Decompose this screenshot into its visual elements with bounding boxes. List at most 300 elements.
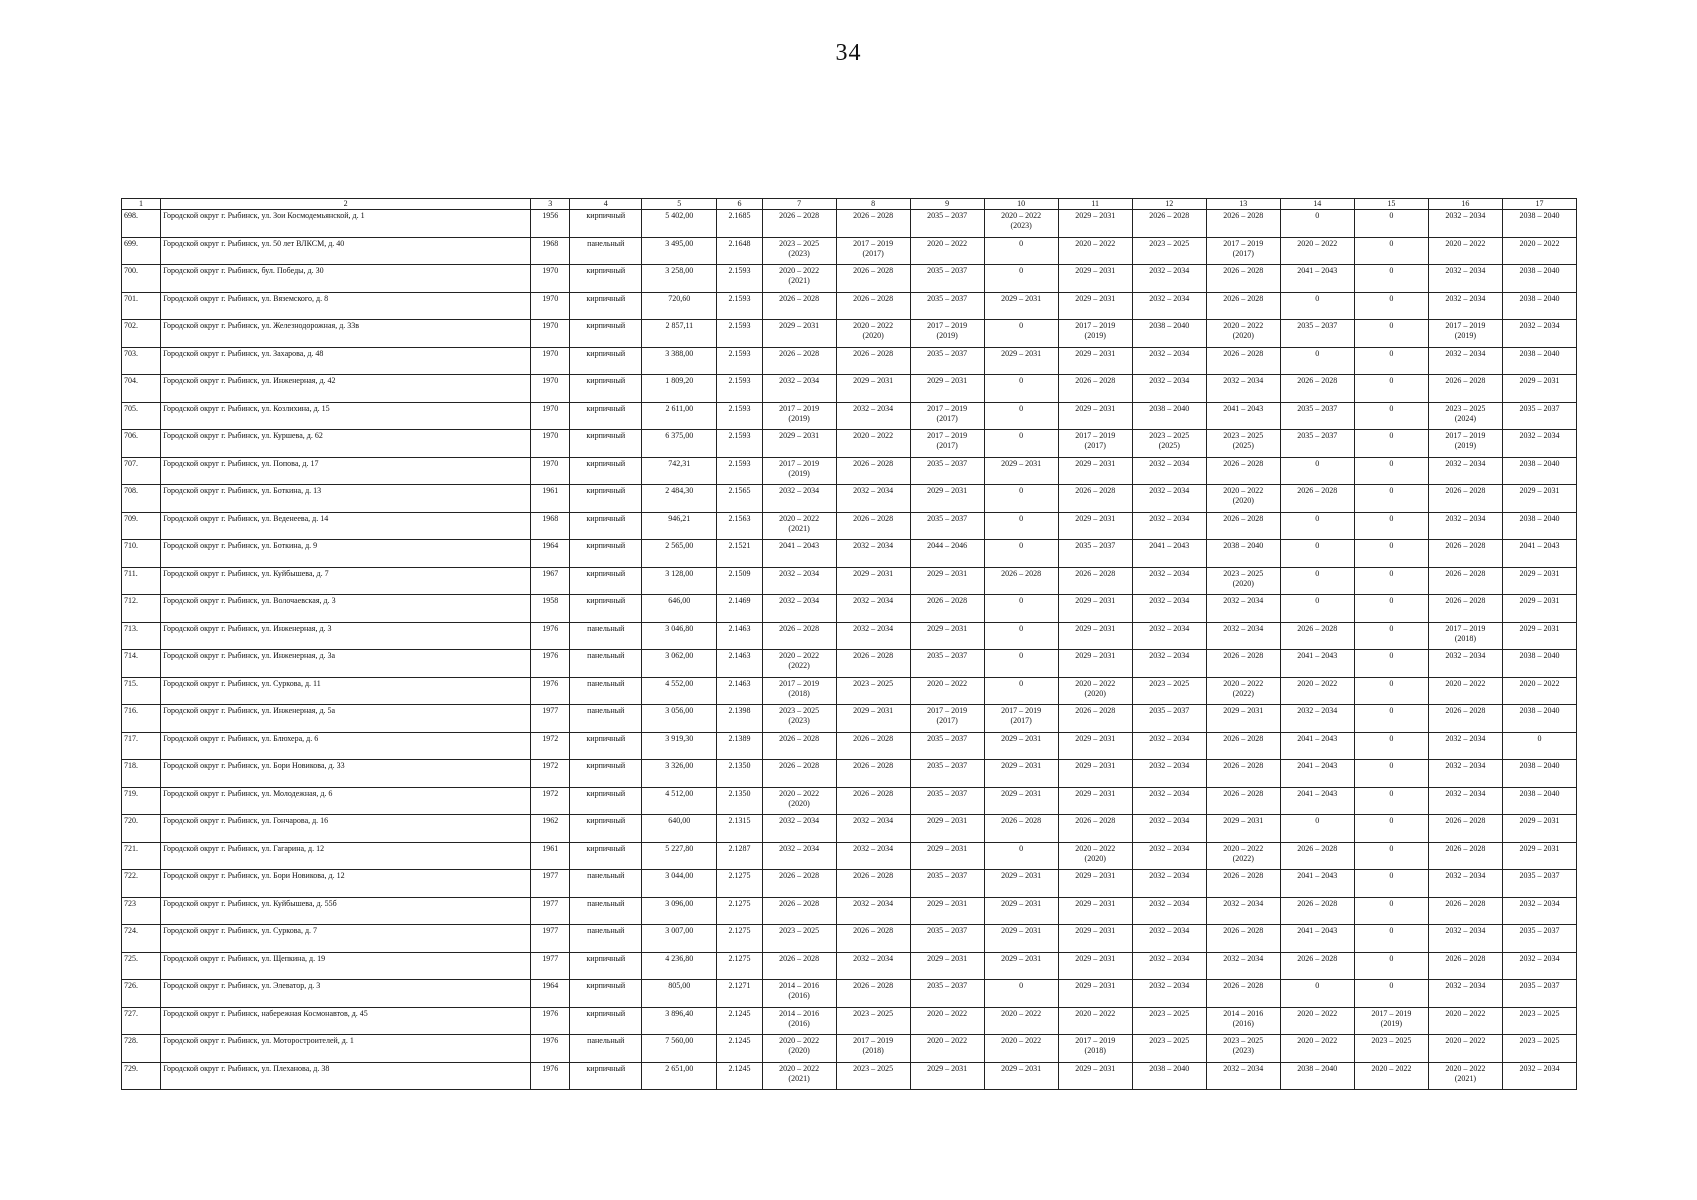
table-cell: 2026 – 2028 <box>836 760 910 788</box>
table-cell: 2032 – 2034 <box>1206 622 1280 650</box>
table-cell: 2032 – 2034 <box>1280 705 1354 733</box>
table-cell: 2026 – 2028 <box>1206 870 1280 898</box>
table-cell: 2026 – 2028 <box>1206 210 1280 238</box>
housing-repair-schedule-table <box>121 198 1577 1090</box>
table-cell: 2026 – 2028 <box>762 292 836 320</box>
table-cell: 2029 – 2031 <box>1058 897 1132 925</box>
table-cell: 2026 – 2028 <box>762 760 836 788</box>
table-cell: 2020 – 2022 <box>984 1035 1058 1063</box>
table-cell: 2035 – 2037 <box>910 512 984 540</box>
table-cell: 0 <box>984 237 1058 265</box>
table-row <box>122 925 1577 953</box>
table-cell: 2020 – 2022 <box>1058 237 1132 265</box>
table-cell: 3 046,80 <box>642 622 717 650</box>
table-cell: 3 062,00 <box>642 650 717 678</box>
table-cell: кирпичный <box>570 1007 642 1035</box>
table-cell: 0 <box>1354 980 1428 1008</box>
table-cell: 3 896,40 <box>642 1007 717 1035</box>
column-header-10: 10 <box>984 199 1058 210</box>
table-cell: 2017 – 2019 (2019) <box>1354 1007 1428 1035</box>
table-cell: 2020 – 2022 (2021) <box>762 512 836 540</box>
table-cell: 2029 – 2031 <box>910 622 984 650</box>
table-cell: 0 <box>984 375 1058 403</box>
table-cell: 3 044,00 <box>642 870 717 898</box>
table-cell: кирпичный <box>570 320 642 348</box>
table-cell: 2035 – 2037 <box>910 265 984 293</box>
table-cell: 2020 – 2022 (2020) <box>1058 842 1132 870</box>
table-cell: 2017 – 2019 (2019) <box>762 457 836 485</box>
table-body <box>122 210 1577 1090</box>
table-cell: 0 <box>984 485 1058 513</box>
table-cell: панельный <box>570 650 642 678</box>
table-row <box>122 265 1577 293</box>
table-cell: 2023 – 2025 (2023) <box>762 237 836 265</box>
table-cell: 2017 – 2019 (2017) <box>984 705 1058 733</box>
table-cell: 2020 – 2022 <box>1428 237 1502 265</box>
table-cell: 2041 – 2043 <box>1280 760 1354 788</box>
table-cell: 1956 <box>531 210 570 238</box>
table-cell: 4 512,00 <box>642 787 717 815</box>
table-cell: 0 <box>1354 567 1428 595</box>
row-number-cell: 713. <box>122 622 161 650</box>
table-cell: 2017 – 2019 (2019) <box>910 320 984 348</box>
table-cell: 2035 – 2037 <box>910 980 984 1008</box>
table-cell: 2026 – 2028 <box>1206 457 1280 485</box>
row-number-cell: 711. <box>122 567 161 595</box>
table-row <box>122 292 1577 320</box>
address-cell: Городской округ г. Рыбинск, ул. Суркова, д. 7 <box>161 925 531 953</box>
row-number-cell: 727. <box>122 1007 161 1035</box>
table-cell: 2032 – 2034 <box>1132 870 1206 898</box>
table-cell: 5 227,80 <box>642 842 717 870</box>
table-cell: 0 <box>984 842 1058 870</box>
table-cell: 2017 – 2019 (2017) <box>1058 430 1132 458</box>
table-cell: 2026 – 2028 <box>1428 842 1502 870</box>
row-number-cell: 714. <box>122 650 161 678</box>
table-cell: 0 <box>1280 980 1354 1008</box>
table-cell: кирпичный <box>570 347 642 375</box>
table-cell: кирпичный <box>570 732 642 760</box>
table-cell: 2029 – 2031 <box>984 292 1058 320</box>
table-cell: 0 <box>1354 925 1428 953</box>
table-cell: 0 <box>984 402 1058 430</box>
address-cell: Городской округ г. Рыбинск, ул. Бори Новикова, д. 12 <box>161 870 531 898</box>
table-cell: 2026 – 2028 <box>762 210 836 238</box>
page-number: 34 <box>835 40 862 66</box>
table-cell: 2029 – 2031 <box>910 815 984 843</box>
table-cell: 1964 <box>531 980 570 1008</box>
table-cell: 742,31 <box>642 457 717 485</box>
table-cell: 2020 – 2022 <box>1502 237 1576 265</box>
row-number-cell: 718. <box>122 760 161 788</box>
table-cell: 2.1350 <box>717 787 762 815</box>
row-number-cell: 701. <box>122 292 161 320</box>
table-cell: 1970 <box>531 320 570 348</box>
table-cell: 0 <box>1354 787 1428 815</box>
table-cell: 2032 – 2034 <box>836 595 910 623</box>
table-cell: 2035 – 2037 <box>1502 980 1576 1008</box>
table-cell: 2020 – 2022 (2020) <box>762 1035 836 1063</box>
table-row <box>122 347 1577 375</box>
table-cell: 2032 – 2034 <box>1502 897 1576 925</box>
table-cell: 0 <box>984 677 1058 705</box>
table-cell: 2020 – 2022 <box>1354 1062 1428 1090</box>
table-cell: 1970 <box>531 457 570 485</box>
address-cell: Городской округ г. Рыбинск, ул. Захарова, д. 48 <box>161 347 531 375</box>
table-cell: 2026 – 2028 <box>1206 512 1280 540</box>
address-cell: Городской округ г. Рыбинск, ул. Гончарова, д. 16 <box>161 815 531 843</box>
table-cell: 2017 – 2019 (2018) <box>836 1035 910 1063</box>
table-cell: 0 <box>984 622 1058 650</box>
table-cell: 2023 – 2025 <box>1132 1007 1206 1035</box>
table-cell: 0 <box>1354 485 1428 513</box>
table-cell: 1976 <box>531 650 570 678</box>
table-cell: 2029 – 2031 <box>1058 925 1132 953</box>
column-header-7: 7 <box>762 199 836 210</box>
row-number-cell: 698. <box>122 210 161 238</box>
address-cell: Городской округ г. Рыбинск, набережная Космонавтов, д. 45 <box>161 1007 531 1035</box>
table-cell: 1977 <box>531 925 570 953</box>
table-cell: 2023 – 2025 <box>836 1007 910 1035</box>
table-cell: 2032 – 2034 <box>836 897 910 925</box>
table-cell: 2020 – 2022 <box>1280 1035 1354 1063</box>
address-cell: Городской округ г. Рыбинск, ул. Инженерная, д. 3 <box>161 622 531 650</box>
address-cell: Городской округ г. Рыбинск, ул. Бори Новикова, д. 33 <box>161 760 531 788</box>
table-cell: 2029 – 2031 <box>1058 760 1132 788</box>
table-cell: 2038 – 2040 <box>1502 265 1576 293</box>
table-cell: 2017 – 2019 (2018) <box>762 677 836 705</box>
table-cell: 2026 – 2028 <box>1428 485 1502 513</box>
table-cell: 2017 – 2019 (2019) <box>762 402 836 430</box>
table-cell: 2.1593 <box>717 320 762 348</box>
table-cell: 2020 – 2022 (2020) <box>1206 485 1280 513</box>
table-cell: 0 <box>1280 540 1354 568</box>
table-cell: 2035 – 2037 <box>910 732 984 760</box>
table-cell: 2.1275 <box>717 925 762 953</box>
table-cell: 2038 – 2040 <box>1502 760 1576 788</box>
table-cell: 2020 – 2022 (2021) <box>762 1062 836 1090</box>
table-cell: 2026 – 2028 <box>836 870 910 898</box>
table-cell: 2026 – 2028 <box>1206 265 1280 293</box>
table-cell: 2041 – 2043 <box>1502 540 1576 568</box>
address-cell: Городской округ г. Рыбинск, ул. Куршева, д. 62 <box>161 430 531 458</box>
table-row <box>122 320 1577 348</box>
table-cell: 2020 – 2022 <box>984 1007 1058 1035</box>
table-row <box>122 980 1577 1008</box>
table-cell: 0 <box>984 512 1058 540</box>
table-cell: 2032 – 2034 <box>762 567 836 595</box>
table-cell: 2020 – 2022 (2020) <box>836 320 910 348</box>
table-cell: 2.1245 <box>717 1007 762 1035</box>
table-cell: 946,21 <box>642 512 717 540</box>
table-cell: 2029 – 2031 <box>836 567 910 595</box>
table-cell: 2032 – 2034 <box>1428 457 1502 485</box>
table-cell: 3 056,00 <box>642 705 717 733</box>
table-cell: 2032 – 2034 <box>762 842 836 870</box>
table-cell: 2.1469 <box>717 595 762 623</box>
table-cell: 3 096,00 <box>642 897 717 925</box>
table-cell: 2032 – 2034 <box>1132 622 1206 650</box>
table-cell: 0 <box>1354 210 1428 238</box>
row-number-cell: 707. <box>122 457 161 485</box>
address-cell: Городской округ г. Рыбинск, ул. Боткина, д. 13 <box>161 485 531 513</box>
table-cell: панельный <box>570 705 642 733</box>
table-cell: 2029 – 2031 <box>910 842 984 870</box>
table-cell: 2032 – 2034 <box>1428 292 1502 320</box>
table-cell: 2032 – 2034 <box>836 952 910 980</box>
table-cell: 2.1565 <box>717 485 762 513</box>
table-cell: 1972 <box>531 732 570 760</box>
table-cell: 0 <box>1280 210 1354 238</box>
table-row <box>122 650 1577 678</box>
table-cell: 2026 – 2028 <box>1280 622 1354 650</box>
column-header-2: 2 <box>161 199 531 210</box>
table-cell: 2.1593 <box>717 457 762 485</box>
table-cell: кирпичный <box>570 595 642 623</box>
table-cell: 2020 – 2022 <box>910 1035 984 1063</box>
table-cell: 2026 – 2028 <box>762 622 836 650</box>
table-cell: 2026 – 2028 <box>1058 567 1132 595</box>
table-cell: 2038 – 2040 <box>1502 347 1576 375</box>
row-number-cell: 709. <box>122 512 161 540</box>
table-cell: 2026 – 2028 <box>1132 210 1206 238</box>
table-cell: 2032 – 2034 <box>1502 320 1576 348</box>
row-number-cell: 712. <box>122 595 161 623</box>
table-cell: 1970 <box>531 430 570 458</box>
table-cell: 2032 – 2034 <box>836 622 910 650</box>
table-cell: 2029 – 2031 <box>1058 265 1132 293</box>
table-cell: 2020 – 2022 (2022) <box>762 650 836 678</box>
address-cell: Городской округ г. Рыбинск, ул. Куйбышева, д. 7 <box>161 567 531 595</box>
table-cell: 6 375,00 <box>642 430 717 458</box>
table-cell: 2035 – 2037 <box>910 925 984 953</box>
table-cell: 1976 <box>531 622 570 650</box>
table-row <box>122 375 1577 403</box>
row-number-cell: 716. <box>122 705 161 733</box>
table-cell: 2.1593 <box>717 402 762 430</box>
address-cell: Городской округ г. Рыбинск, ул. Волочаевская, д. 3 <box>161 595 531 623</box>
table-cell: 2026 – 2028 <box>1206 347 1280 375</box>
table-cell: 1970 <box>531 265 570 293</box>
table-cell: 2026 – 2028 <box>1058 815 1132 843</box>
table-cell: 2023 – 2025 <box>836 677 910 705</box>
table-cell: 0 <box>1354 842 1428 870</box>
column-header-11: 11 <box>1058 199 1132 210</box>
table-cell: 0 <box>1354 540 1428 568</box>
column-header-1: 1 <box>122 199 161 210</box>
table-cell: 2032 – 2034 <box>1132 567 1206 595</box>
table-cell: 1961 <box>531 842 570 870</box>
table-cell: 0 <box>984 430 1058 458</box>
table-cell: 2026 – 2028 <box>762 347 836 375</box>
table-cell: 0 <box>1354 897 1428 925</box>
table-cell: 1976 <box>531 1062 570 1090</box>
column-header-16: 16 <box>1428 199 1502 210</box>
row-number-cell: 715. <box>122 677 161 705</box>
table-cell: 2038 – 2040 <box>1502 457 1576 485</box>
table-cell: 3 326,00 <box>642 760 717 788</box>
table-cell: 2029 – 2031 <box>1502 375 1576 403</box>
table-cell: 0 <box>984 980 1058 1008</box>
address-cell: Городской округ г. Рыбинск, ул. Куйбышева, д. 55б <box>161 897 531 925</box>
table-cell: 2.1245 <box>717 1062 762 1090</box>
table-cell: 0 <box>1354 650 1428 678</box>
table-cell: 1977 <box>531 870 570 898</box>
table-cell: 2026 – 2028 <box>762 870 836 898</box>
table-cell: кирпичный <box>570 760 642 788</box>
table-row <box>122 237 1577 265</box>
table-cell: 2035 – 2037 <box>910 347 984 375</box>
table-cell: 2.1593 <box>717 430 762 458</box>
table-cell: кирпичный <box>570 375 642 403</box>
table-cell: 2029 – 2031 <box>1058 980 1132 1008</box>
table-cell: 2029 – 2031 <box>1502 567 1576 595</box>
table-cell: 0 <box>1354 375 1428 403</box>
table-row <box>122 512 1577 540</box>
table-cell: 2017 – 2019 (2018) <box>1058 1035 1132 1063</box>
table-cell: 2026 – 2028 <box>1058 375 1132 403</box>
table-cell: 2029 – 2031 <box>1058 622 1132 650</box>
table-cell: 1961 <box>531 485 570 513</box>
table-row <box>122 430 1577 458</box>
table-cell: 2029 – 2031 <box>984 897 1058 925</box>
row-number-cell: 725. <box>122 952 161 980</box>
table-cell: 2017 – 2019 (2017) <box>910 430 984 458</box>
table-cell: 0 <box>1354 622 1428 650</box>
column-header-17: 17 <box>1502 199 1576 210</box>
row-number-cell: 724. <box>122 925 161 953</box>
table-cell: 2035 – 2037 <box>910 210 984 238</box>
table-cell: 2026 – 2028 <box>836 457 910 485</box>
table-cell: 0 <box>1354 292 1428 320</box>
table-cell: 1977 <box>531 705 570 733</box>
table-cell: 2029 – 2031 <box>762 320 836 348</box>
table-cell: 1970 <box>531 292 570 320</box>
table-cell: 2029 – 2031 <box>1502 842 1576 870</box>
row-number-cell: 705. <box>122 402 161 430</box>
table-cell: 0 <box>1354 265 1428 293</box>
table-cell: 2032 – 2034 <box>1502 1062 1576 1090</box>
table-cell: 1976 <box>531 1035 570 1063</box>
table-cell: 2035 – 2037 <box>1502 925 1576 953</box>
table-cell: 0 <box>1280 567 1354 595</box>
table-cell: 2029 – 2031 <box>1502 815 1576 843</box>
table-row <box>122 595 1577 623</box>
table-cell: 2026 – 2028 <box>1280 842 1354 870</box>
table-row <box>122 622 1577 650</box>
table-cell: 0 <box>984 595 1058 623</box>
table-cell: 2.1271 <box>717 980 762 1008</box>
table-cell: 7 560,00 <box>642 1035 717 1063</box>
table-cell: 2032 – 2034 <box>1428 980 1502 1008</box>
table-row <box>122 540 1577 568</box>
column-header-6: 6 <box>717 199 762 210</box>
table-cell: 2026 – 2028 <box>1428 705 1502 733</box>
table-cell: 2 484,30 <box>642 485 717 513</box>
table-cell: 2026 – 2028 <box>1206 292 1280 320</box>
table-cell: 2017 – 2019 (2017) <box>910 402 984 430</box>
table-cell: 2017 – 2019 (2017) <box>836 237 910 265</box>
table-row <box>122 897 1577 925</box>
table-cell: 2.1245 <box>717 1035 762 1063</box>
table-cell: 2026 – 2028 <box>836 925 910 953</box>
table-cell: 0 <box>984 265 1058 293</box>
table-cell: 2029 – 2031 <box>910 1062 984 1090</box>
table-cell: 2032 – 2034 <box>1428 760 1502 788</box>
table-cell: 2029 – 2031 <box>910 567 984 595</box>
table-cell: 4 236,80 <box>642 952 717 980</box>
table-cell: 2.1398 <box>717 705 762 733</box>
table-cell: 2020 – 2022 <box>1428 1035 1502 1063</box>
table-cell: 1970 <box>531 347 570 375</box>
table-cell: 2026 – 2028 <box>910 595 984 623</box>
table-row <box>122 705 1577 733</box>
table-cell: 2.1509 <box>717 567 762 595</box>
table-cell: 2029 – 2031 <box>1058 210 1132 238</box>
table-row <box>122 815 1577 843</box>
table-cell: 2.1287 <box>717 842 762 870</box>
table-cell: 2032 – 2034 <box>1132 787 1206 815</box>
table-cell: 640,00 <box>642 815 717 843</box>
table-cell: 1977 <box>531 952 570 980</box>
table-cell: 2029 – 2031 <box>984 952 1058 980</box>
address-cell: Городской округ г. Рыбинск, ул. Щепкина, д. 19 <box>161 952 531 980</box>
table-cell: 2023 – 2025 (2024) <box>1428 402 1502 430</box>
table-cell: 2.1521 <box>717 540 762 568</box>
table-cell: кирпичный <box>570 787 642 815</box>
table-cell: 2023 – 2025 <box>1132 677 1206 705</box>
table-cell: 2026 – 2028 <box>836 732 910 760</box>
table-cell: кирпичный <box>570 540 642 568</box>
table-cell: 805,00 <box>642 980 717 1008</box>
table-cell: 2026 – 2028 <box>1206 650 1280 678</box>
address-cell: Городской округ г. Рыбинск, ул. Элеватор, д. 3 <box>161 980 531 1008</box>
table-cell: 2.1463 <box>717 650 762 678</box>
table-cell: 2026 – 2028 <box>1206 980 1280 1008</box>
table-cell: кирпичный <box>570 485 642 513</box>
table-cell: 5 402,00 <box>642 210 717 238</box>
table-cell: 0 <box>1354 402 1428 430</box>
table-cell: 2032 – 2034 <box>1206 375 1280 403</box>
table-cell: 2032 – 2034 <box>1132 485 1206 513</box>
table-cell: 2032 – 2034 <box>1428 870 1502 898</box>
row-number-cell: 723 <box>122 897 161 925</box>
table-cell: 2029 – 2031 <box>762 430 836 458</box>
table-cell: 2 857,11 <box>642 320 717 348</box>
table-cell: 2029 – 2031 <box>984 870 1058 898</box>
table-cell: 720,60 <box>642 292 717 320</box>
table-cell: 0 <box>1280 347 1354 375</box>
table-cell: 2032 – 2034 <box>1132 292 1206 320</box>
table-cell: 0 <box>1354 237 1428 265</box>
table-cell: 2023 – 2025 <box>1502 1007 1576 1035</box>
table-cell: панельный <box>570 677 642 705</box>
table-cell: 2017 – 2019 (2018) <box>1428 622 1502 650</box>
table-cell: кирпичный <box>570 430 642 458</box>
table-cell: 2029 – 2031 <box>984 732 1058 760</box>
table-cell: 2035 – 2037 <box>910 760 984 788</box>
table-cell: 2.1593 <box>717 292 762 320</box>
table-cell: 2020 – 2022 (2020) <box>1058 677 1132 705</box>
table-cell: 2029 – 2031 <box>984 1062 1058 1090</box>
table-cell: 2017 – 2019 (2019) <box>1058 320 1132 348</box>
table-cell: 2026 – 2028 <box>1206 732 1280 760</box>
table-cell: кирпичный <box>570 265 642 293</box>
table-cell: 2.1463 <box>717 677 762 705</box>
table-cell: 2032 – 2034 <box>1502 430 1576 458</box>
row-number-cell: 706. <box>122 430 161 458</box>
table-cell: кирпичный <box>570 842 642 870</box>
